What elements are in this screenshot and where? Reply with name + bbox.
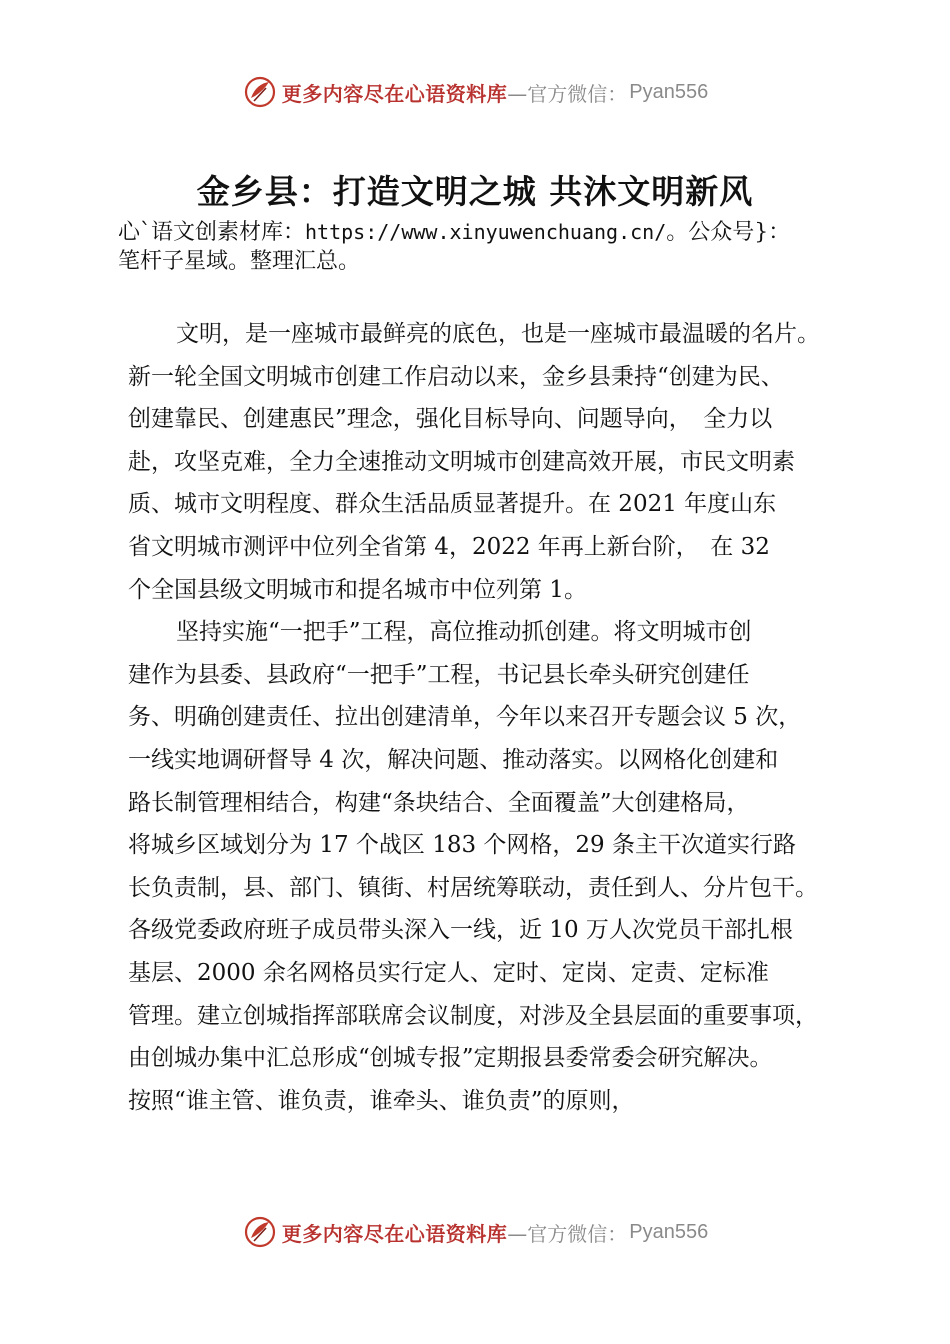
text-line: 建作为县委、县政府“一把手”工程，书记县长牵头研究创建任 bbox=[128, 661, 750, 688]
header-banner bbox=[0, 72, 950, 112]
source-prefix: 心`语文创素材库： bbox=[118, 220, 306, 245]
text-line: 路长制管理相结合，构建“条块结合、全面覆盖”大创建格局， bbox=[128, 789, 750, 816]
pen-logo-icon bbox=[242, 74, 278, 110]
banner-text: 更多内容尽在心语资料库 bbox=[281, 1221, 508, 1246]
text-line: 由创城办集中汇总形成“创城专报”定期报县委常委会研究解决。 bbox=[128, 1045, 773, 1072]
text-line: 个全国县级文明城市和提名城市中位列第 1。 bbox=[128, 576, 587, 603]
text-line: 一线实地调研督导 4 次，解决问题、推动落实。以网格化创建和 bbox=[128, 746, 779, 773]
text-line: 省文明城市测评中位列全省第 4，2022 年再上新台阶， 在 32 bbox=[128, 533, 770, 560]
text-line: 长负责制，县、部门、镇街、村居统筹联动，责任到人、分片包干。 bbox=[128, 874, 818, 901]
text-line: 按照“谁主管、谁负责，谁牵头、谁负责”的原则， bbox=[128, 1087, 635, 1114]
paragraph-2 bbox=[128, 611, 878, 1122]
paragraph-1 bbox=[128, 313, 878, 611]
text-line: 新一轮全国文明城市创建工作启动以来，金乡县秉持“创建为民、 bbox=[128, 363, 784, 390]
banner-separator: —官方微信： bbox=[507, 1221, 628, 1246]
text-line: 基层、2000 余名网格员实行定人、定时、定岗、定责、定标准 bbox=[128, 959, 769, 986]
source-suffix: 。公众号}： bbox=[666, 220, 791, 245]
text-line: 将城乡区域划分为 17 个战区 183 个网格，29 条主干次道实行路 bbox=[128, 832, 796, 859]
source-url: https://www.xinyuwenchuang.cn/ bbox=[305, 220, 667, 244]
source-line-2: 笔杆子星域。整理汇总。 bbox=[118, 249, 361, 274]
banner-text: 更多内容尽在心语资料库 bbox=[281, 81, 508, 106]
banner-separator: —官方微信： bbox=[507, 81, 628, 106]
banner-wechat-id: Pyan556 bbox=[629, 1220, 709, 1243]
source-note bbox=[118, 218, 878, 276]
text-line: 务、明确创建责任、拉出创建清单，今年以来召开专题会议 5 次， bbox=[128, 704, 802, 731]
text-line: 坚持实施“一把手”工程，高位推动抓创建。将文明城市创 bbox=[176, 619, 752, 646]
text-line: 创建靠民、创建惠民”理念，强化目标导向、问题导向， 全力以 bbox=[128, 406, 773, 433]
text-line: 各级党委政府班子成员带头深入一线，近 10 万人次党员干部扎根 bbox=[128, 917, 793, 944]
text-line: 赴，攻坚克难，全力全速推动文明城市创建高效开展，市民文明素 bbox=[128, 448, 795, 475]
document-title: 金乡县：打造文明之城 共沐文明新风 bbox=[196, 172, 754, 211]
banner-wechat-id: Pyan556 bbox=[629, 80, 709, 103]
text-line: 文明，是一座城市最鲜亮的底色，也是一座城市最温暖的名片。 bbox=[176, 321, 820, 347]
footer-banner bbox=[0, 1212, 950, 1252]
source-line-1 bbox=[118, 218, 878, 247]
document-body bbox=[128, 313, 878, 1122]
text-line: 管理。建立创城指挥部联席会议制度，对涉及全县层面的重要事项， bbox=[128, 1002, 818, 1029]
pen-logo-icon bbox=[242, 1214, 278, 1250]
text-line: 质、城市文明程度、群众生活品质显著提升。在 2021 年度山东 bbox=[128, 491, 777, 518]
